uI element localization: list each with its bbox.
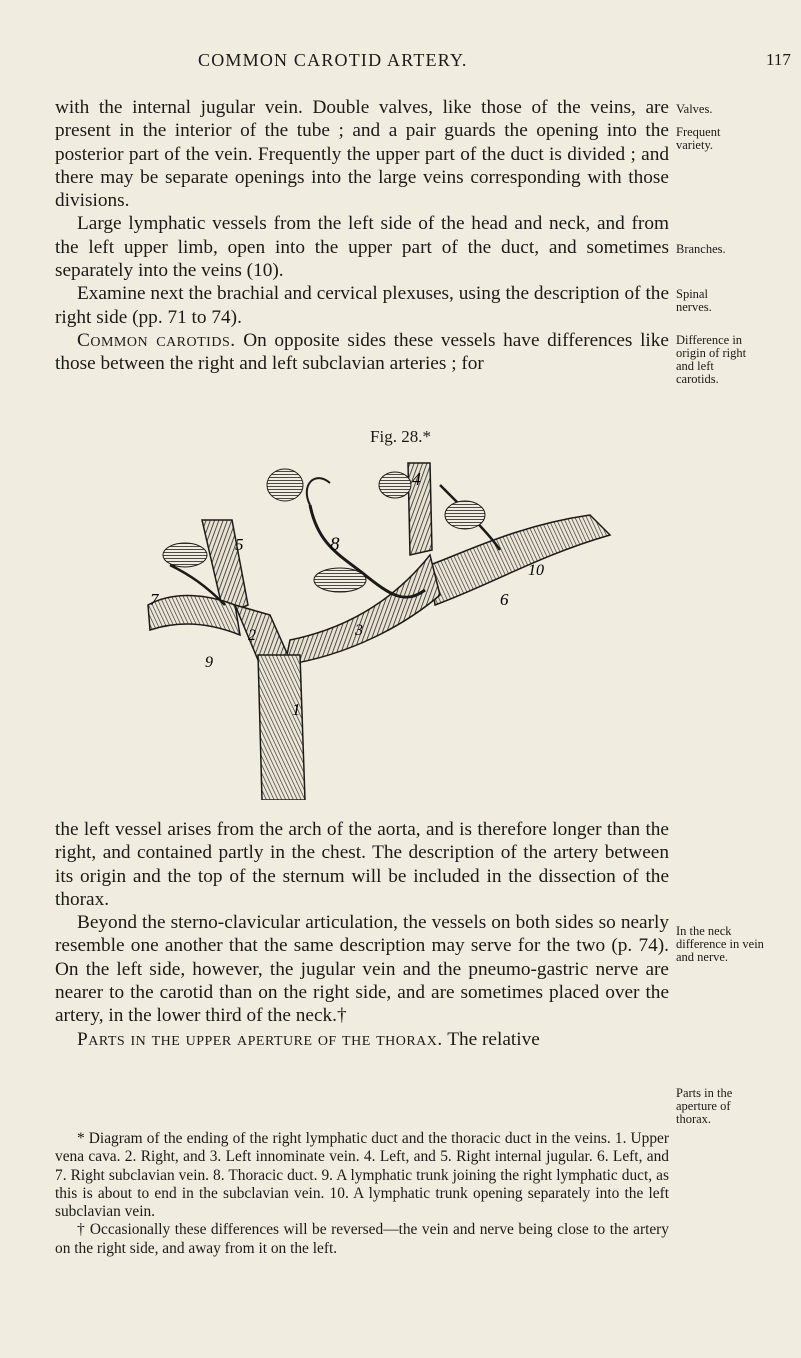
lymph-gland xyxy=(314,568,366,592)
figure-label-8: 8 xyxy=(330,534,340,555)
figure-label-4: 4 xyxy=(412,469,421,489)
paragraph-heading: Parts in the upper aperture of the thorax. xyxy=(77,1028,443,1050)
page-number: 117 xyxy=(766,50,791,69)
margin-note-parts: Parts in the aperture of thorax. xyxy=(676,1086,733,1126)
lymph-gland xyxy=(267,469,303,501)
thoracic-duct-arch xyxy=(307,478,330,505)
paragraph xyxy=(55,1028,669,1051)
paragraph: Large lymphatic vessels from the left side of the head and neck, and from the left upper limb, open into the upper part of the duct, and sometimes separately into the veins (10). xyxy=(55,213,669,282)
figure-label-3: 3 xyxy=(355,622,363,639)
figure-label-9: 9 xyxy=(205,654,213,671)
upper-vena-cava xyxy=(258,655,305,800)
right-innominate-vein xyxy=(235,605,290,660)
figure-label-6: 6 xyxy=(500,590,509,609)
paragraph: with the internal jugular vein. Double valves, like those of the veins, are present in the interior of the tube ; and a pair guards the opening into the posterior part of the vein. Frequently the upper part of the duct is divided ; and there may be separate openings into the large veins corresponding with those divisions. xyxy=(55,97,669,212)
margin-note-in-neck: In the neck difference in vein and nerve. xyxy=(676,924,764,964)
paragraph-heading: Common carotids. xyxy=(77,329,236,351)
left-subclavian-vein xyxy=(430,515,610,605)
figure-diagram xyxy=(140,455,640,800)
text-block-top xyxy=(55,96,669,376)
footnote-dagger: † Occasionally these differences will be reversed—the vein and nerve being close to the artery on the right side, and away from it on the left. xyxy=(55,1221,669,1257)
figure-label-2: 2 xyxy=(248,627,256,644)
margin-note-difference: Difference in origin of right and left carotids. xyxy=(676,333,747,386)
paragraph: Examine next the brachial and cervical plexuses, using the description of the right side (pp. 71 to 74). xyxy=(55,283,669,328)
figure-label-5: 5 xyxy=(235,535,244,554)
margin-note-branches: Branches. xyxy=(676,242,726,256)
margin-note-frequent: Frequent variety. xyxy=(676,125,721,152)
running-head: COMMON CAROTID ARTERY. xyxy=(198,50,468,70)
lymph-gland xyxy=(163,543,207,567)
right-subclavian-vein xyxy=(148,596,240,635)
lymph-gland xyxy=(445,501,485,529)
figure-label-1: 1 xyxy=(292,700,301,719)
paragraph-text: On opposite sides these vessels have differences like those between the right and left subclavian arteries ; for xyxy=(55,329,669,375)
figure-caption: Fig. 28.* xyxy=(370,427,431,446)
figure-label-7: 7 xyxy=(150,590,159,609)
footnotes xyxy=(55,1130,669,1258)
figure-label-10: 10 xyxy=(528,562,544,579)
margin-note-valves: Valves. xyxy=(676,102,713,116)
page-header xyxy=(0,50,801,80)
paragraph: the left vessel arises from the arch of the aorta, and is therefore longer than the right, and contained partly in the chest. The description of the artery between its origin and the top of the sternum will be included in the dissection of the thorax. xyxy=(55,819,669,910)
footnote-star: * Diagram of the ending of the right lymphatic duct and the thoracic duct in the veins. 1. Upper vena cava. 2. Right, and 3. Left innominate vein. 4. Left, and 5. Right internal jugular. 6. Left, and 7. Right subclavian vein. 8. Thoracic duct. 9. A lymphatic trunk joining the right lymphatic duct, as this is about to end in the subclavian vein. 10. A lymphatic trunk opening separately into the left subclavian vein. xyxy=(55,1130,669,1221)
paragraph xyxy=(55,329,669,376)
veins-diagram xyxy=(140,455,640,800)
lymph-gland xyxy=(379,472,411,498)
text-block-bottom xyxy=(55,818,669,1051)
paragraph: Beyond the sterno-clavicular articulation, the vessels on both sides so nearly resemble one another that the same description may serve for the two (p. 74). On the left side, however, the jugular vein and the pneumo-gastric nerve are nearer to the carotid than on the right side, and are sometimes placed over the artery, in the lower third of the neck.† xyxy=(55,912,669,1027)
margin-note-spinal: Spinal nerves. xyxy=(676,287,712,314)
paragraph-text: The relative xyxy=(442,1028,540,1050)
